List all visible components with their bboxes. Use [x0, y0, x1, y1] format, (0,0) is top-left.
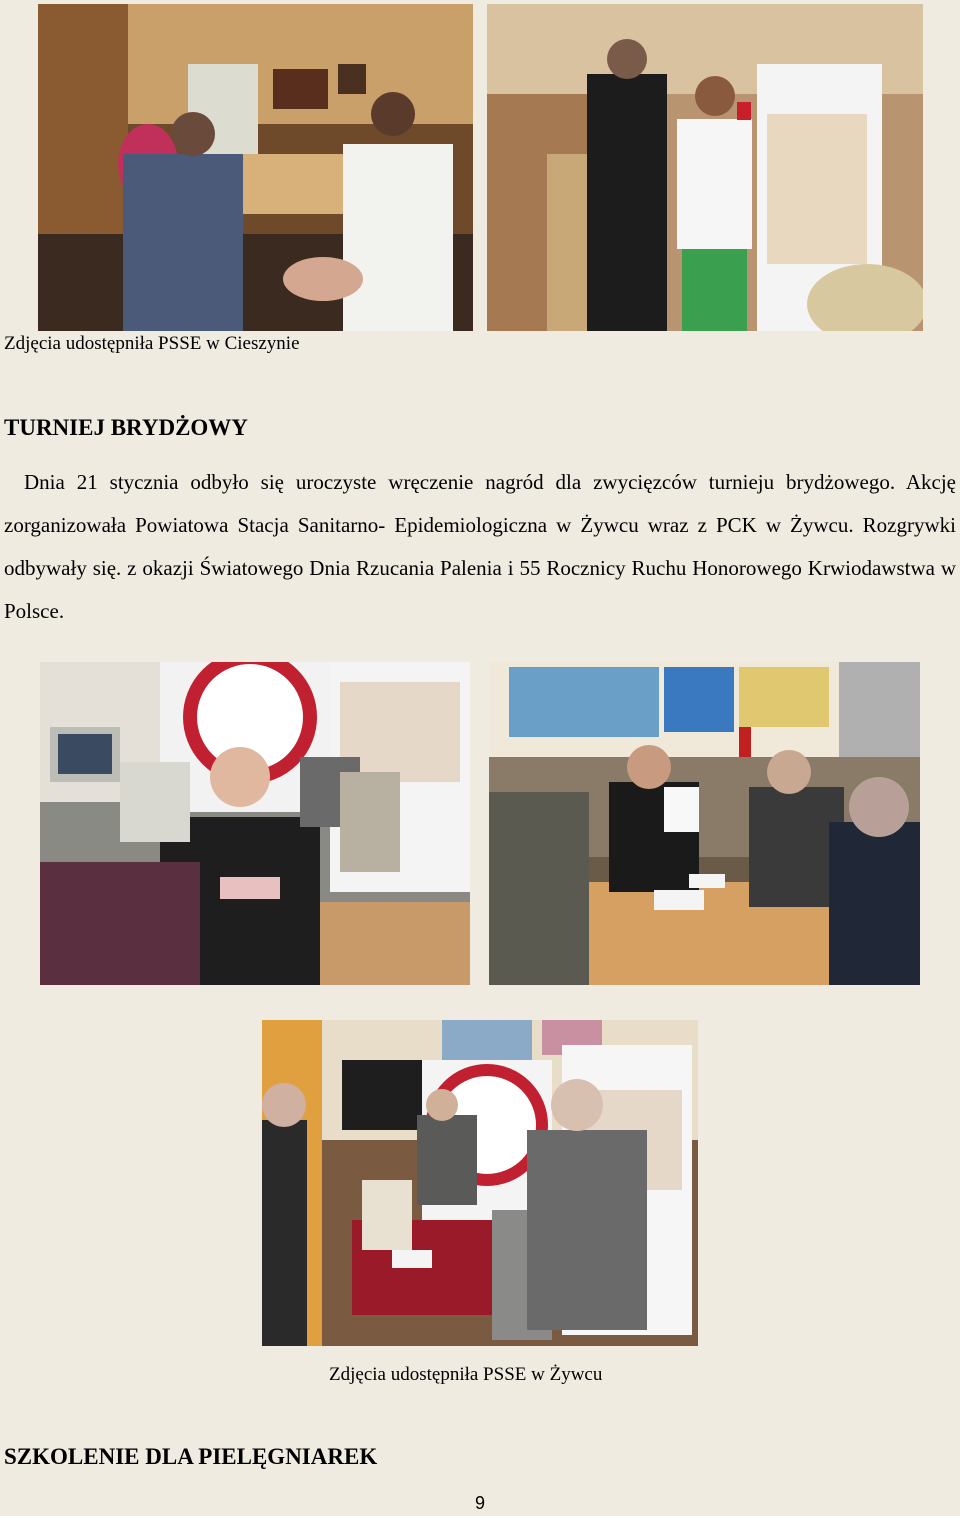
section-heading-nurse-training: SZKOLENIE DLA PIELĘGNIAREK: [4, 1444, 378, 1469]
photo-caption-cieszyn: Zdjęcia udostępniła PSSE w Cieszynie: [4, 333, 300, 354]
photo-caption-zywiec: Zdjęcia udostępniła PSSE w Żywcu: [329, 1364, 603, 1385]
page-number: 9: [474, 1493, 485, 1513]
photo-bridge-tournament-2: [489, 662, 920, 985]
photo-awareness-event-2: [487, 4, 923, 331]
bridge-tournament-paragraph: Dnia 21 stycznia odbyło się uroczyste wręczenie nagród dla zwycięzców turnieju brydżowego. Akcję zorganizowała Powiatowa Stacja Sanitarno- Epidemiologiczna w Żywcu wraz z PCK w Żywcu. Rozgrywki odbywały się. z okazji Światowego Dnia Rzucania Palenia i 55 Rocznicy Ruchu Honorowego Krwiodawstwa w Polsce.: [4, 470, 956, 623]
photo-bridge-tournament-1: [40, 662, 470, 985]
section-heading-bridge-tournament: TURNIEJ BRYDŻOWY: [4, 415, 248, 440]
photo-bridge-tournament-3: [262, 1020, 698, 1346]
photo-awareness-event-1: [38, 4, 473, 331]
